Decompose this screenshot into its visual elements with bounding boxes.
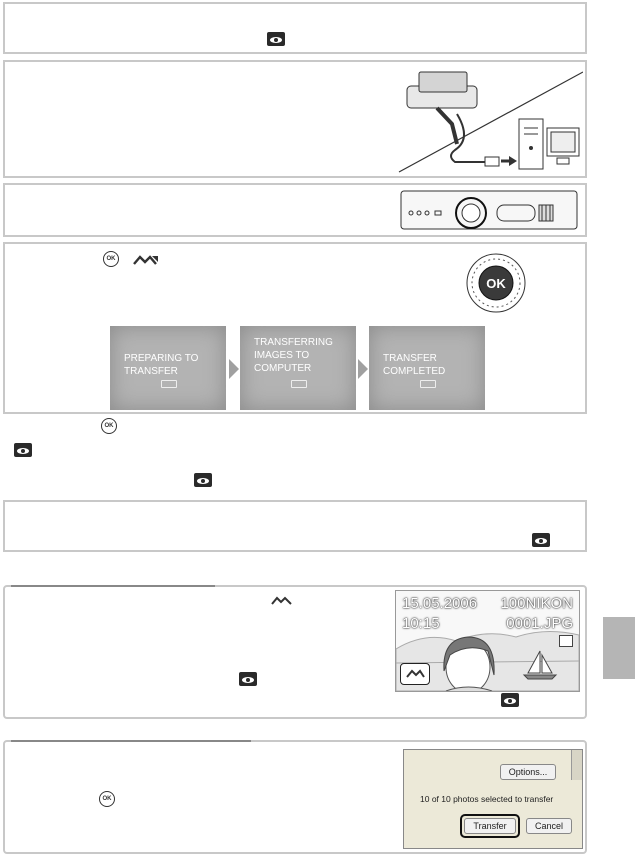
page-reference-icon xyxy=(267,32,285,46)
internal-memory-icon xyxy=(559,635,573,647)
transfer-icon xyxy=(420,380,436,388)
transfer-screen-transferring xyxy=(240,326,356,410)
page-reference-icon xyxy=(532,533,550,547)
step-box-4 xyxy=(3,242,587,414)
next-arrow-icon xyxy=(358,359,368,379)
transfer-dialog xyxy=(403,749,583,849)
next-arrow-icon xyxy=(229,359,239,379)
ok-button-icon: OK xyxy=(99,791,115,807)
transfer-screen-label: TRANSFER COMPLETED xyxy=(383,353,446,377)
options-button[interactable]: Options... xyxy=(500,764,556,780)
playback-folder: 100NIKON xyxy=(500,595,573,612)
transfer-marking-indicator xyxy=(400,663,430,685)
heading-rule xyxy=(11,740,251,742)
step-box-2 xyxy=(3,60,587,178)
page-reference-icon xyxy=(239,672,257,686)
dialog-scrollbar[interactable] xyxy=(571,750,582,780)
page-reference-icon xyxy=(501,693,519,707)
cancel-button[interactable]: Cancel xyxy=(526,818,572,834)
step-box-5 xyxy=(3,500,587,552)
step-box-3 xyxy=(3,183,587,237)
ok-center-label: OK xyxy=(486,276,506,291)
transfer-screen-preparing xyxy=(110,326,226,410)
multi-selector-ok-illustration xyxy=(465,252,527,314)
page-reference-icon xyxy=(194,473,212,487)
transfer-screen-completed xyxy=(369,326,485,410)
transfer-status-text: 10 of 10 photos selected to transfer xyxy=(420,794,554,804)
section-tab xyxy=(603,617,635,679)
transfer-button[interactable]: Transfer xyxy=(464,818,516,834)
page-reference-icon xyxy=(14,443,32,457)
camera-top-illustration xyxy=(397,187,583,233)
ok-button-icon: OK xyxy=(103,251,119,267)
transfer-screen-label: TRANSFERRING IMAGES TO COMPUTER xyxy=(254,337,333,374)
playback-file: 0001.JPG xyxy=(506,615,573,632)
transfer-marking-icon xyxy=(271,596,293,606)
note-box-transfer-marking xyxy=(3,585,587,719)
transfer-icon xyxy=(132,254,160,266)
camera-dock-computer-illustration xyxy=(397,64,583,174)
transfer-icon xyxy=(291,380,307,388)
transfer-icon xyxy=(161,380,177,388)
playback-time: 10:15 xyxy=(402,615,440,632)
note-box-transfer-dialog xyxy=(3,740,587,854)
playback-date: 15.05.2006 xyxy=(402,595,478,612)
step-box-1 xyxy=(3,2,587,54)
transfer-screen-label: PREPARING TO TRANSFER xyxy=(124,353,199,377)
ok-button-icon: OK xyxy=(101,418,117,434)
playback-screen xyxy=(395,590,580,692)
heading-rule xyxy=(11,585,215,587)
